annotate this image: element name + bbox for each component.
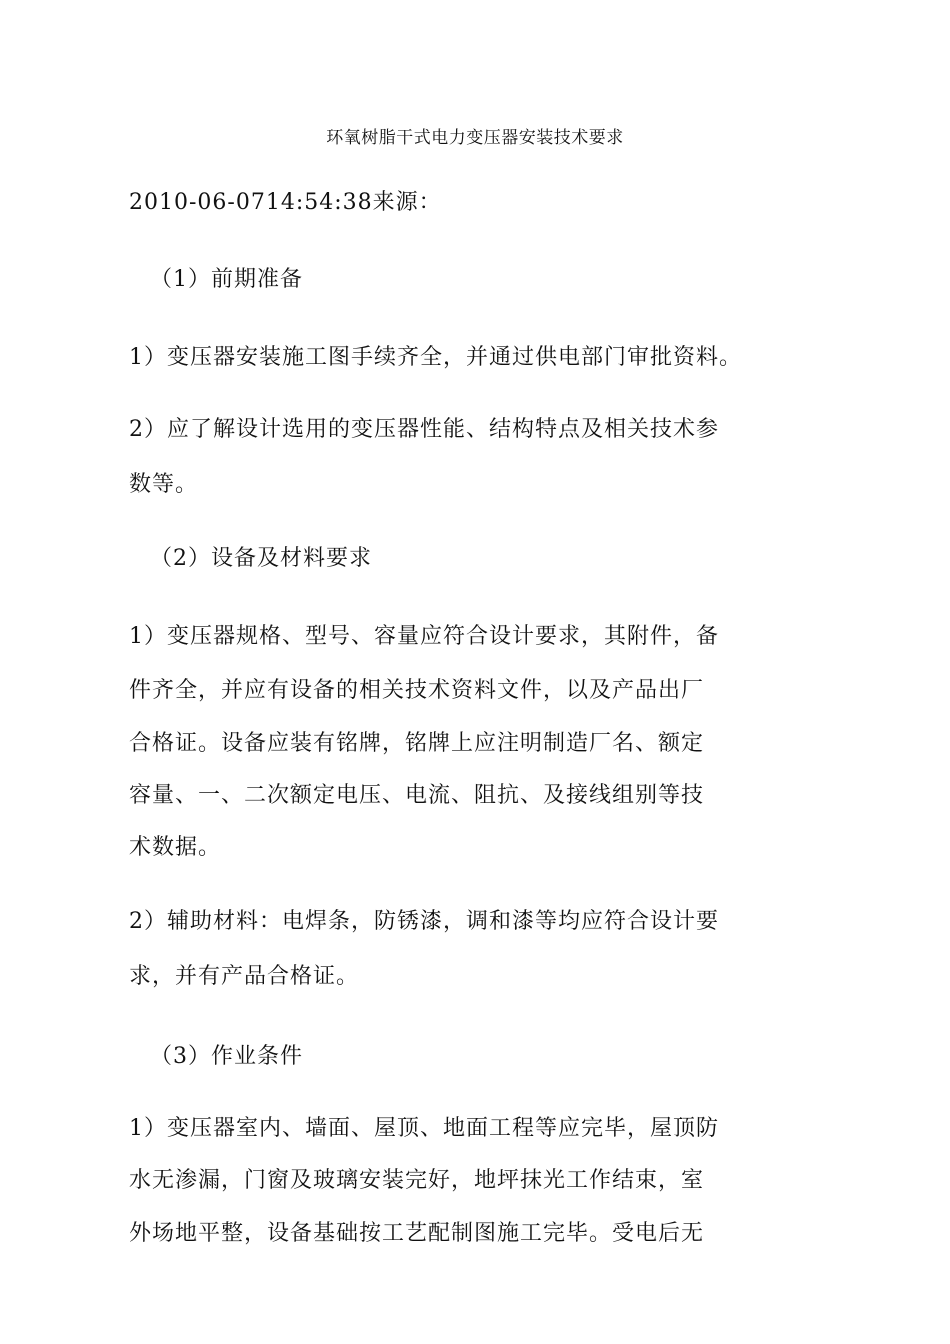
paragraph-line: 2）辅助材料：电焊条，防锈漆，调和漆等均应符合设计要 (129, 909, 719, 934)
paragraph-line: 数等。 (129, 472, 199, 497)
paragraph-line: 求，并有产品合格证。 (129, 964, 360, 989)
paragraph-line: 水无渗漏，门窗及玻璃安装完好，地坪抹光工作结束，室 (129, 1168, 705, 1193)
paragraph-line: 外场地平整，设备基础按工艺配制图施工完毕。受电后无 (129, 1221, 705, 1246)
paragraph-line: 术数据。 (129, 835, 222, 860)
paragraph-line: 1）变压器室内、墙面、屋顶、地面工程等应完毕，屋顶防 (129, 1116, 719, 1141)
paragraph-line: 容量、一、二次额定电压、电流、阻抗、及接线组别等技 (129, 783, 705, 808)
paragraph-line: 1）变压器规格、型号、容量应符合设计要求，其附件，备 (129, 624, 719, 649)
paragraph-line: 合格证。设备应装有铭牌，铭牌上应注明制造厂名、额定 (129, 731, 705, 756)
document-meta: 2010-06-0714:54:38来源： (129, 190, 442, 215)
paragraph-line: 2）应了解设计选用的变压器性能、结构特点及相关技术参 (129, 417, 719, 442)
section-heading-2: （2）设备及材料要求 (150, 546, 372, 571)
paragraph-line: 件齐全，并应有设备的相关技术资料文件，以及产品出厂 (129, 678, 705, 703)
section-heading-1: （1）前期准备 (150, 267, 303, 292)
document-title: 环氧树脂干式电力变压器安装技术要求 (326, 128, 624, 148)
paragraph-line: 1）变压器安装施工图手续齐全，并通过供电部门审批资料。 (129, 345, 742, 370)
section-heading-3: （3）作业条件 (150, 1044, 303, 1069)
